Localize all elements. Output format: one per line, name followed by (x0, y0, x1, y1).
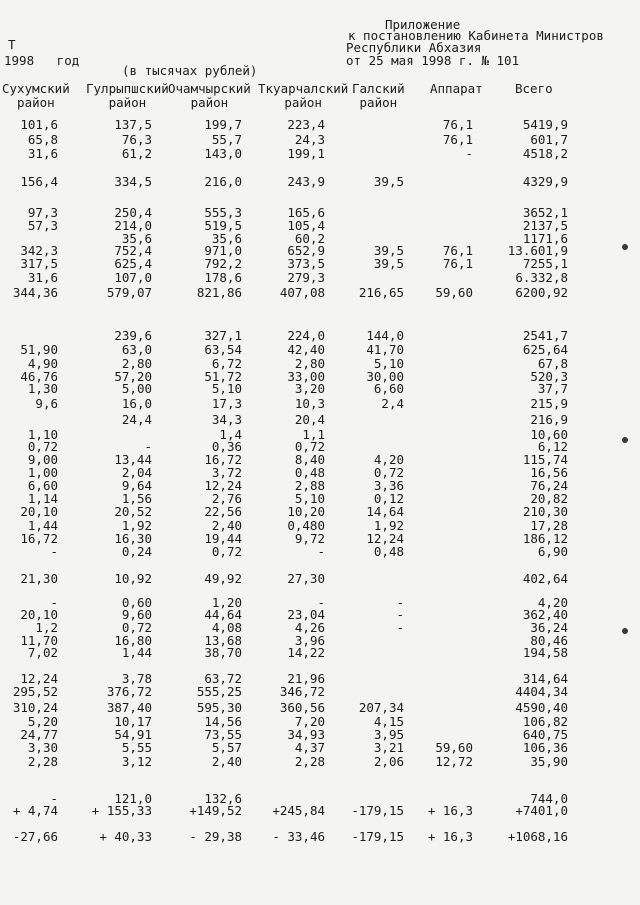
table-cell: 601,7 (530, 132, 568, 147)
table-cell: 76,1 (442, 243, 473, 258)
table-cell: 362,40 (522, 607, 568, 622)
table-cell: 37,7 (537, 381, 568, 396)
table-cell: 0,72 (211, 544, 242, 559)
table-cell: 3,20 (294, 381, 325, 396)
table-cell: 4329,9 (522, 174, 568, 189)
table-cell: 23,04 (287, 607, 325, 622)
table-cell: 652,9 (287, 243, 325, 258)
table-cell: 14,56 (204, 714, 242, 729)
table-cell: 97,3 (27, 205, 58, 220)
appendix-title: Приложение (385, 17, 461, 32)
table-cell: + 40,33 (99, 829, 152, 844)
table-cell: 9,64 (121, 478, 152, 493)
table-cell: 1,92 (121, 518, 152, 533)
table-cell: 1,92 (373, 518, 404, 533)
column-header: Галский район (352, 81, 405, 110)
table-cell: 4404,34 (515, 684, 568, 699)
table-cell: 579,07 (106, 285, 152, 300)
table-cell: 54,91 (114, 727, 152, 742)
table-cell: 342,3 (20, 243, 58, 258)
table-cell: 194,58 (522, 645, 568, 660)
table-cell: 407,08 (279, 285, 325, 300)
table-cell: 14,64 (366, 504, 404, 519)
table-cell: 4,26 (294, 620, 325, 635)
table-cell: 4,90 (27, 356, 58, 371)
table-cell: 1,00 (27, 465, 58, 480)
appendix-line-3: Республики Абхазия (346, 40, 482, 55)
table-cell: 199,1 (287, 146, 325, 161)
table-cell: 7,20 (294, 714, 325, 729)
appendix-line-2: к постановлению Кабинета Министров (348, 28, 604, 43)
binding-hole (622, 244, 628, 250)
table-cell: 44,64 (204, 607, 242, 622)
table-cell: 0,480 (287, 518, 325, 533)
table-cell: 16,0 (121, 396, 152, 411)
table-cell: 199,7 (204, 117, 242, 132)
appendix-line-4: от 25 мая 1998 г. № 101 (346, 53, 520, 68)
table-cell: 317,5 (20, 256, 58, 271)
table-cell: 1,44 (121, 645, 152, 660)
table-cell: 6,90 (537, 544, 568, 559)
table-cell: 0,72 (121, 620, 152, 635)
table-cell: 9,60 (121, 607, 152, 622)
column-header: Очамчырский район (168, 81, 251, 110)
table-cell: 41,70 (366, 342, 404, 357)
table-cell: 4,20 (537, 595, 568, 610)
table-cell: 13.601,9 (507, 243, 568, 258)
table-cell: 107,0 (114, 270, 152, 285)
table-cell: +149,52 (189, 803, 242, 818)
table-cell: 30,00 (366, 369, 404, 384)
table-cell: 821,86 (196, 285, 242, 300)
table-cell: 243,9 (287, 174, 325, 189)
table-cell: 22,56 (204, 504, 242, 519)
table-cell: 76,24 (530, 478, 568, 493)
table-cell: 39,5 (373, 243, 404, 258)
table-cell: 1171,6 (522, 231, 568, 246)
table-cell: 625,64 (522, 342, 568, 357)
table-cell: 106,36 (522, 740, 568, 755)
table-cell: - (50, 791, 58, 806)
table-cell: 3,72 (211, 465, 242, 480)
table-cell: 3,95 (373, 727, 404, 742)
table-cell: 2,28 (27, 754, 58, 769)
table-cell: - (465, 146, 473, 161)
table-cell: 6,12 (537, 439, 568, 454)
table-cell: 1,56 (121, 491, 152, 506)
table-cell: 0,72 (294, 439, 325, 454)
table-cell: 223,4 (287, 117, 325, 132)
table-cell: 34,93 (287, 727, 325, 742)
units-label: (в тысячах рублей) (122, 63, 258, 78)
table-cell: 640,75 (522, 727, 568, 742)
table-cell: +7401,0 (515, 803, 568, 818)
table-cell: 14,22 (287, 645, 325, 660)
table-cell: 295,52 (12, 684, 58, 699)
table-cell: 38,70 (204, 645, 242, 660)
table-cell: 555,3 (204, 205, 242, 220)
table-cell: 121,0 (114, 791, 152, 806)
table-cell: 7,02 (27, 645, 58, 660)
table-cell: 0,24 (121, 544, 152, 559)
table-cell: 344,36 (12, 285, 58, 300)
table-cell: 376,72 (106, 684, 152, 699)
table-cell: 6,72 (211, 356, 242, 371)
table-cell: 76,1 (442, 117, 473, 132)
table-cell: 20,4 (294, 412, 325, 427)
table-cell: + 155,33 (91, 803, 152, 818)
table-cell: 216,65 (358, 285, 404, 300)
table-cell: 12,24 (20, 671, 58, 686)
table-cell: 51,72 (204, 369, 242, 384)
table-cell: 1,10 (27, 427, 58, 442)
table-cell: 5,55 (121, 740, 152, 755)
table-cell: 3,30 (27, 740, 58, 755)
table-cell: 4518,2 (522, 146, 568, 161)
table-cell: -179,15 (351, 803, 404, 818)
table-cell: 1,30 (27, 381, 58, 396)
binding-hole (622, 628, 628, 634)
table-cell: 402,64 (522, 571, 568, 586)
table-cell: 625,4 (114, 256, 152, 271)
table-cell: - (50, 595, 58, 610)
table-cell: 2,76 (211, 491, 242, 506)
table-cell: 792,2 (204, 256, 242, 271)
table-cell: 6,60 (27, 478, 58, 493)
table-cell: 2,80 (121, 356, 152, 371)
table-cell: 2,06 (373, 754, 404, 769)
table-cell: 520,3 (530, 369, 568, 384)
table-cell: +1068,16 (507, 829, 568, 844)
table-cell: 65,8 (27, 132, 58, 147)
table-cell: 36,24 (530, 620, 568, 635)
table-cell: + 4,74 (12, 803, 58, 818)
table-cell: 16,56 (530, 465, 568, 480)
table-cell: 310,24 (12, 700, 58, 715)
table-cell: 20,10 (20, 607, 58, 622)
table-cell: 346,72 (279, 684, 325, 699)
table-cell: 46,76 (20, 369, 58, 384)
table-cell: 63,54 (204, 342, 242, 357)
table-cell: 0,72 (27, 439, 58, 454)
top-left-letter: Т (8, 37, 16, 52)
table-cell: - (396, 595, 404, 610)
table-cell: 334,5 (114, 174, 152, 189)
table-cell: 2541,7 (522, 328, 568, 343)
table-cell: 314,64 (522, 671, 568, 686)
table-cell: 59,60 (435, 740, 473, 755)
table-cell: 9,6 (35, 396, 58, 411)
table-cell: 0,12 (373, 491, 404, 506)
table-cell: 115,74 (522, 452, 568, 467)
table-cell: 250,4 (114, 205, 152, 220)
table-cell: 57,3 (27, 218, 58, 233)
table-cell: 2,40 (211, 754, 242, 769)
table-cell: - (317, 595, 325, 610)
table-cell: 42,40 (287, 342, 325, 357)
table-cell: 327,1 (204, 328, 242, 343)
table-cell: 16,72 (20, 531, 58, 546)
table-cell: 67,8 (537, 356, 568, 371)
table-cell: 20,52 (114, 504, 152, 519)
table-cell: 5,10 (211, 381, 242, 396)
table-cell: 10,60 (530, 427, 568, 442)
table-cell: 76,3 (121, 132, 152, 147)
table-cell: 17,28 (530, 518, 568, 533)
table-cell: 215,9 (530, 396, 568, 411)
table-cell: - (144, 439, 152, 454)
table-cell: 1,14 (27, 491, 58, 506)
table-cell: 224,0 (287, 328, 325, 343)
table-cell: 10,92 (114, 571, 152, 586)
table-cell: 216,9 (530, 412, 568, 427)
table-cell: 16,80 (114, 633, 152, 648)
table-cell: 137,5 (114, 117, 152, 132)
table-cell: 1,44 (27, 518, 58, 533)
table-cell: 9,00 (27, 452, 58, 467)
table-cell: - 29,38 (189, 829, 242, 844)
table-cell: 21,96 (287, 671, 325, 686)
table-cell: 4,15 (373, 714, 404, 729)
table-cell: 17,3 (211, 396, 242, 411)
table-cell: 2,28 (294, 754, 325, 769)
table-cell: 8,40 (294, 452, 325, 467)
table-cell: 35,90 (530, 754, 568, 769)
table-cell: 16,72 (204, 452, 242, 467)
column-header: Ткуарчалский район (258, 81, 349, 110)
table-cell: 20,82 (530, 491, 568, 506)
table-cell: 57,20 (114, 369, 152, 384)
binding-hole (622, 437, 628, 443)
table-cell: 1,4 (219, 427, 242, 442)
table-cell: 0,48 (294, 465, 325, 480)
table-cell: 24,3 (294, 132, 325, 147)
table-cell: 373,5 (287, 256, 325, 271)
table-cell: 80,46 (530, 633, 568, 648)
table-cell: 143,0 (204, 146, 242, 161)
table-cell: 3652,1 (522, 205, 568, 220)
table-cell: - 33,46 (272, 829, 325, 844)
table-cell: - (396, 620, 404, 635)
table-cell: 11,70 (20, 633, 58, 648)
table-cell: 4,37 (294, 740, 325, 755)
table-cell: 59,60 (435, 285, 473, 300)
table-cell: 2,4 (381, 396, 404, 411)
table-cell: 39,5 (373, 256, 404, 271)
table-cell: 51,90 (20, 342, 58, 357)
table-cell: 279,3 (287, 270, 325, 285)
table-cell: 1,2 (35, 620, 58, 635)
table-cell: 216,0 (204, 174, 242, 189)
table-cell: 3,36 (373, 478, 404, 493)
table-cell: 132,6 (204, 791, 242, 806)
table-cell: 165,6 (287, 205, 325, 220)
table-cell: 0,48 (373, 544, 404, 559)
table-cell: - (396, 607, 404, 622)
table-cell: 76,1 (442, 256, 473, 271)
table-cell: 5,00 (121, 381, 152, 396)
table-cell: 144,0 (366, 328, 404, 343)
table-cell: 4590,40 (515, 700, 568, 715)
table-cell: 186,12 (522, 531, 568, 546)
table-cell: 5,20 (27, 714, 58, 729)
table-cell: 10,17 (114, 714, 152, 729)
table-cell: 7255,1 (522, 256, 568, 271)
table-cell: 156,4 (20, 174, 58, 189)
table-cell: 2,04 (121, 465, 152, 480)
table-cell: 10,20 (287, 504, 325, 519)
table-cell: -179,15 (351, 829, 404, 844)
table-cell: 4,20 (373, 452, 404, 467)
table-cell: 10,3 (294, 396, 325, 411)
column-header: Гулрыпшский район (86, 81, 169, 110)
table-cell: 5,57 (211, 740, 242, 755)
table-cell: 0,36 (211, 439, 242, 454)
table-cell: 61,2 (121, 146, 152, 161)
table-cell: 5419,9 (522, 117, 568, 132)
table-cell: 34,3 (211, 412, 242, 427)
year-label: 1998 год (4, 53, 80, 68)
table-cell: -27,66 (12, 829, 58, 844)
table-cell: 12,72 (435, 754, 473, 769)
table-cell: 1,20 (211, 595, 242, 610)
table-cell: 3,78 (121, 671, 152, 686)
table-cell: 971,0 (204, 243, 242, 258)
table-cell: 31,6 (27, 270, 58, 285)
table-cell: 555,25 (196, 684, 242, 699)
table-cell: 387,40 (106, 700, 152, 715)
table-cell: 210,30 (522, 504, 568, 519)
table-cell: 3,12 (121, 754, 152, 769)
table-cell: 39,5 (373, 174, 404, 189)
table-cell: 13,44 (114, 452, 152, 467)
table-cell: 106,82 (522, 714, 568, 729)
table-cell: 3,96 (294, 633, 325, 648)
table-cell: 12,24 (366, 531, 404, 546)
table-cell: 4,08 (211, 620, 242, 635)
table-cell: 55,7 (211, 132, 242, 147)
table-cell: 73,55 (204, 727, 242, 742)
table-cell: 60,2 (294, 231, 325, 246)
table-cell: 5,10 (373, 356, 404, 371)
table-cell: 49,92 (204, 571, 242, 586)
table-cell: 2,88 (294, 478, 325, 493)
table-cell: 31,6 (27, 146, 58, 161)
table-cell: 9,72 (294, 531, 325, 546)
table-cell: 2,40 (211, 518, 242, 533)
table-cell: 24,4 (121, 412, 152, 427)
table-cell: +245,84 (272, 803, 325, 818)
table-cell: 5,10 (294, 491, 325, 506)
table-cell: 360,56 (279, 700, 325, 715)
table-cell: 20,10 (20, 504, 58, 519)
table-cell: 33,00 (287, 369, 325, 384)
table-cell: 214,0 (114, 218, 152, 233)
table-cell: 744,0 (530, 791, 568, 806)
table-cell: 2137,5 (522, 218, 568, 233)
table-cell: 27,30 (287, 571, 325, 586)
table-cell: 24,77 (20, 727, 58, 742)
table-cell: 12,24 (204, 478, 242, 493)
table-cell: 105,4 (287, 218, 325, 233)
table-cell: 752,4 (114, 243, 152, 258)
table-cell: 63,72 (204, 671, 242, 686)
table-cell: 0,60 (121, 595, 152, 610)
table-cell: 2,80 (294, 356, 325, 371)
table-cell: 101,6 (20, 117, 58, 132)
table-cell: 63,0 (121, 342, 152, 357)
table-cell: 19,44 (204, 531, 242, 546)
table-cell: 0,72 (373, 465, 404, 480)
table-cell: 6200,92 (515, 285, 568, 300)
table-cell: 35,6 (121, 231, 152, 246)
column-header: Сухумский район (2, 81, 70, 110)
table-cell: 16,30 (114, 531, 152, 546)
table-cell: 1,1 (302, 427, 325, 442)
table-cell: 6,60 (373, 381, 404, 396)
table-cell: 3,21 (373, 740, 404, 755)
column-header: Всего (515, 81, 553, 96)
table-cell: 35,6 (211, 231, 242, 246)
table-cell: + 16,3 (427, 803, 473, 818)
table-cell: + 16,3 (427, 829, 473, 844)
table-cell: 207,34 (358, 700, 404, 715)
table-cell: - (50, 544, 58, 559)
table-cell: 21,30 (20, 571, 58, 586)
table-cell: 239,6 (114, 328, 152, 343)
column-header: Аппарат (430, 81, 483, 96)
table-cell: 76,1 (442, 132, 473, 147)
table-cell: 13,68 (204, 633, 242, 648)
table-cell: 595,30 (196, 700, 242, 715)
table-cell: - (317, 544, 325, 559)
table-cell: 519,5 (204, 218, 242, 233)
table-cell: 6.332,8 (515, 270, 568, 285)
table-cell: 178,6 (204, 270, 242, 285)
